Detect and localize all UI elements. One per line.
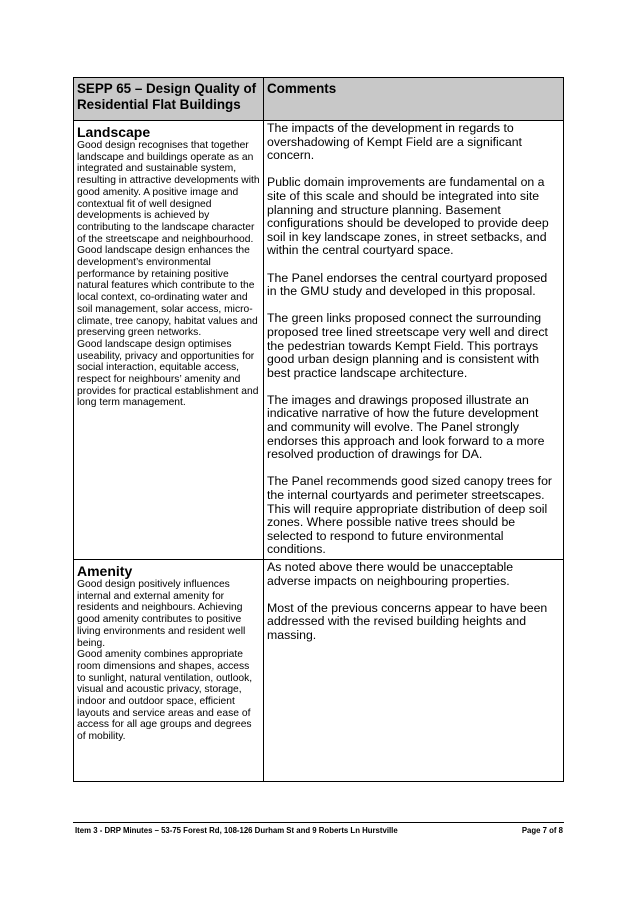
amenity-comment: As noted above there would be unacceptable adverse impacts on neighbouring properties. (267, 560, 514, 588)
landscape-title: Landscape (77, 124, 151, 140)
footer-document-title: Item 3 - DRP Minutes – 53-75 Forest Rd, 108-126 Durham St and 9 Roberts Ln Hurstville (75, 826, 398, 835)
sepp65-table (73, 77, 564, 782)
landscape-description-paragraph: Good landscape design optimises useability, privacy and opportunities for social interaction, equitable access, respect for neighbours’ amenity and provides for practical establishment and long term management. (77, 338, 259, 409)
amenity-comment: Most of the previous concerns appear to have been addressed with the revised building heights and massing. (267, 600, 548, 642)
landscape-comment: The images and drawings proposed illustrate an indicative narrative of how the future development and community will evolve. The Panel strongly endorses this approach and look forward to a more resolved production of drawings for DA. (267, 392, 545, 462)
landscape-comment: Public domain improvements are fundamental on a site of this scale and should be integrated into site planning and structure planning. Basement configurations should be developed to provide deep soil in key landscape zones, in street setbacks, and within the central courtyard space. (267, 175, 549, 258)
footer-divider (73, 822, 564, 823)
table-row-landscape (74, 121, 564, 560)
landscape-comments-cell (264, 121, 564, 560)
landscape-description-paragraph: Good landscape design enhances the development’s environmental performance by retaining positive natural features which contribute to the local context, co-ordinating water and soil management, solar access, micro-climate, tree canopy, habitat values and preserving green networks. (77, 245, 258, 339)
landscape-principle-cell (74, 121, 264, 560)
table-header-row (74, 78, 564, 121)
amenity-description-paragraph: Good amenity combines appropriate room dimensions and shapes, access to sunlight, natural ventilation, outlook, visual and acoustic privacy, storage, indoor and outdoor space, efficient layouts and service areas and ease of access for all age groups and degrees of mobility. (77, 649, 253, 743)
landscape-comment: The impacts of the development in regards to overshadowing of Kempt Field are a significant concern. (267, 121, 522, 163)
amenity-title: Amenity (77, 563, 133, 579)
table-row-amenity (74, 560, 564, 782)
landscape-comment: The green links proposed connect the surrounding proposed tree lined streetscape very well and direct the pedestrian towards Kempt Field. This portrays good urban design planning and is consistent with best practice landscape architecture. (267, 311, 548, 380)
amenity-comments-cell (264, 560, 564, 782)
header-design-quality: SEPP 65 – Design Quality of Residential Flat Buildings (74, 78, 264, 121)
amenity-description-paragraph: Good design positively influences internal and external amenity for residents and neighbours. Achieving good amenity contributes to positive living environments and resident well being. (77, 579, 246, 649)
amenity-principle-cell (74, 560, 264, 782)
footer-page-number: Page 7 of 8 (521, 826, 563, 835)
landscape-comment: The Panel recommends good sized canopy trees for the internal courtyards and perimeter streetscapes. This will require appropriate distribution of deep soil zones. Where possible native trees should be selected to respond to future environmental conditions. (267, 474, 553, 557)
landscape-comment: The Panel endorses the central courtyard proposed in the GMU study and developed in this proposal. (267, 270, 548, 299)
header-comments: Comments (264, 78, 564, 121)
landscape-description-paragraph: Good design recognises that together landscape and buildings operate as an integrated and sustainable system, resulting in attractive developments with good amenity. A positive image and contextual fit of well designed developments is achieved by contributing to the landscape character of the streetscape and neighbourhood. (77, 140, 260, 245)
